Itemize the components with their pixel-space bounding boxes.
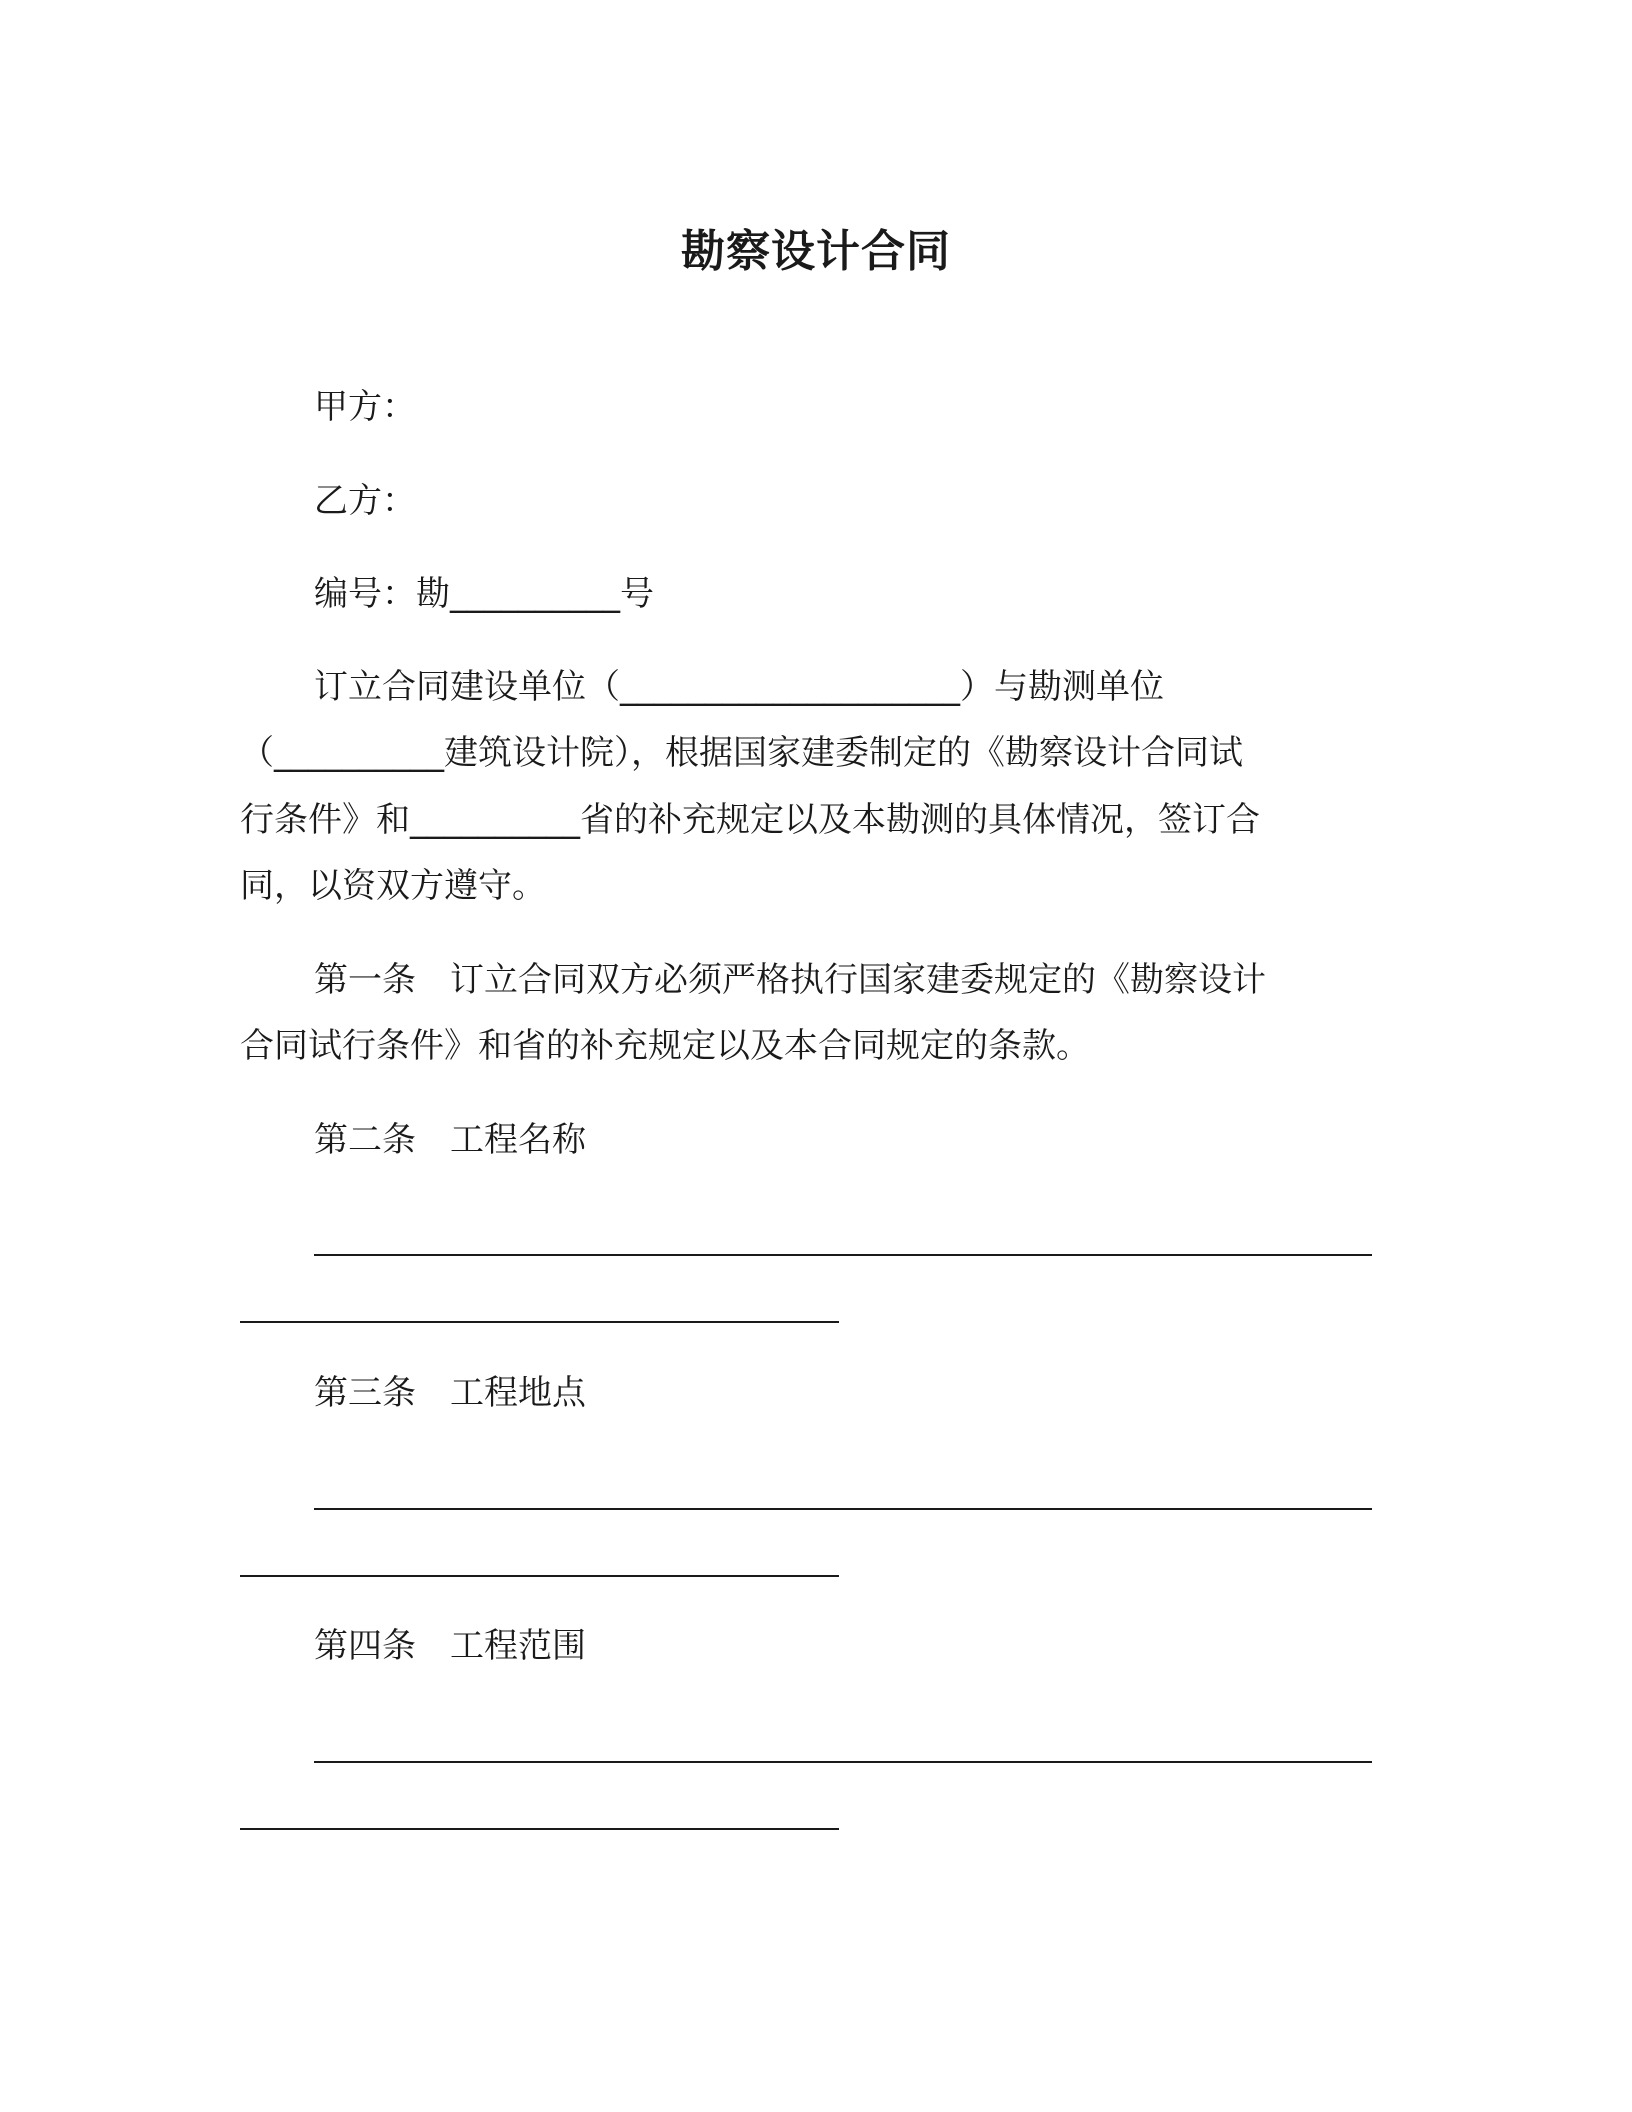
article-4-fill-line-2 (240, 1828, 839, 1830)
article-2-heading: 第二条 工程名称 (314, 1120, 586, 1160)
article-1-line-2: 合同试行条件》和省的补充规定以及本合同规定的条款。 (240, 1026, 1090, 1066)
article-4-heading: 第四条 工程范围 (314, 1626, 586, 1666)
article-3-heading: 第三条 工程地点 (314, 1373, 586, 1413)
article-1-line-1: 第一条 订立合同双方必须严格执行国家建委规定的《勘察设计 (314, 960, 1266, 1000)
intro-line-2: （__________建筑设计院），根据国家建委制定的《勘察设计合同试 (240, 733, 1243, 773)
intro-line-3: 行条件》和__________省的补充规定以及本勘测的具体情况，签订合 (240, 800, 1260, 840)
document-title: 勘察设计合同 (681, 226, 951, 277)
article-3-fill-line-2 (240, 1575, 839, 1577)
article-4-fill-line-1 (314, 1761, 1372, 1763)
contract-number-line: 编号：勘__________号 (314, 574, 654, 614)
article-2-fill-line-1 (314, 1254, 1372, 1256)
party-a-label: 甲方： (314, 387, 416, 427)
article-3-fill-line-1 (314, 1508, 1372, 1510)
article-2-fill-line-2 (240, 1321, 839, 1323)
intro-line-4: 同，以资双方遵守。 (240, 866, 546, 906)
party-b-label: 乙方： (314, 481, 416, 521)
intro-line-1: 订立合同建设单位（____________________）与勘测单位 (314, 667, 1164, 707)
